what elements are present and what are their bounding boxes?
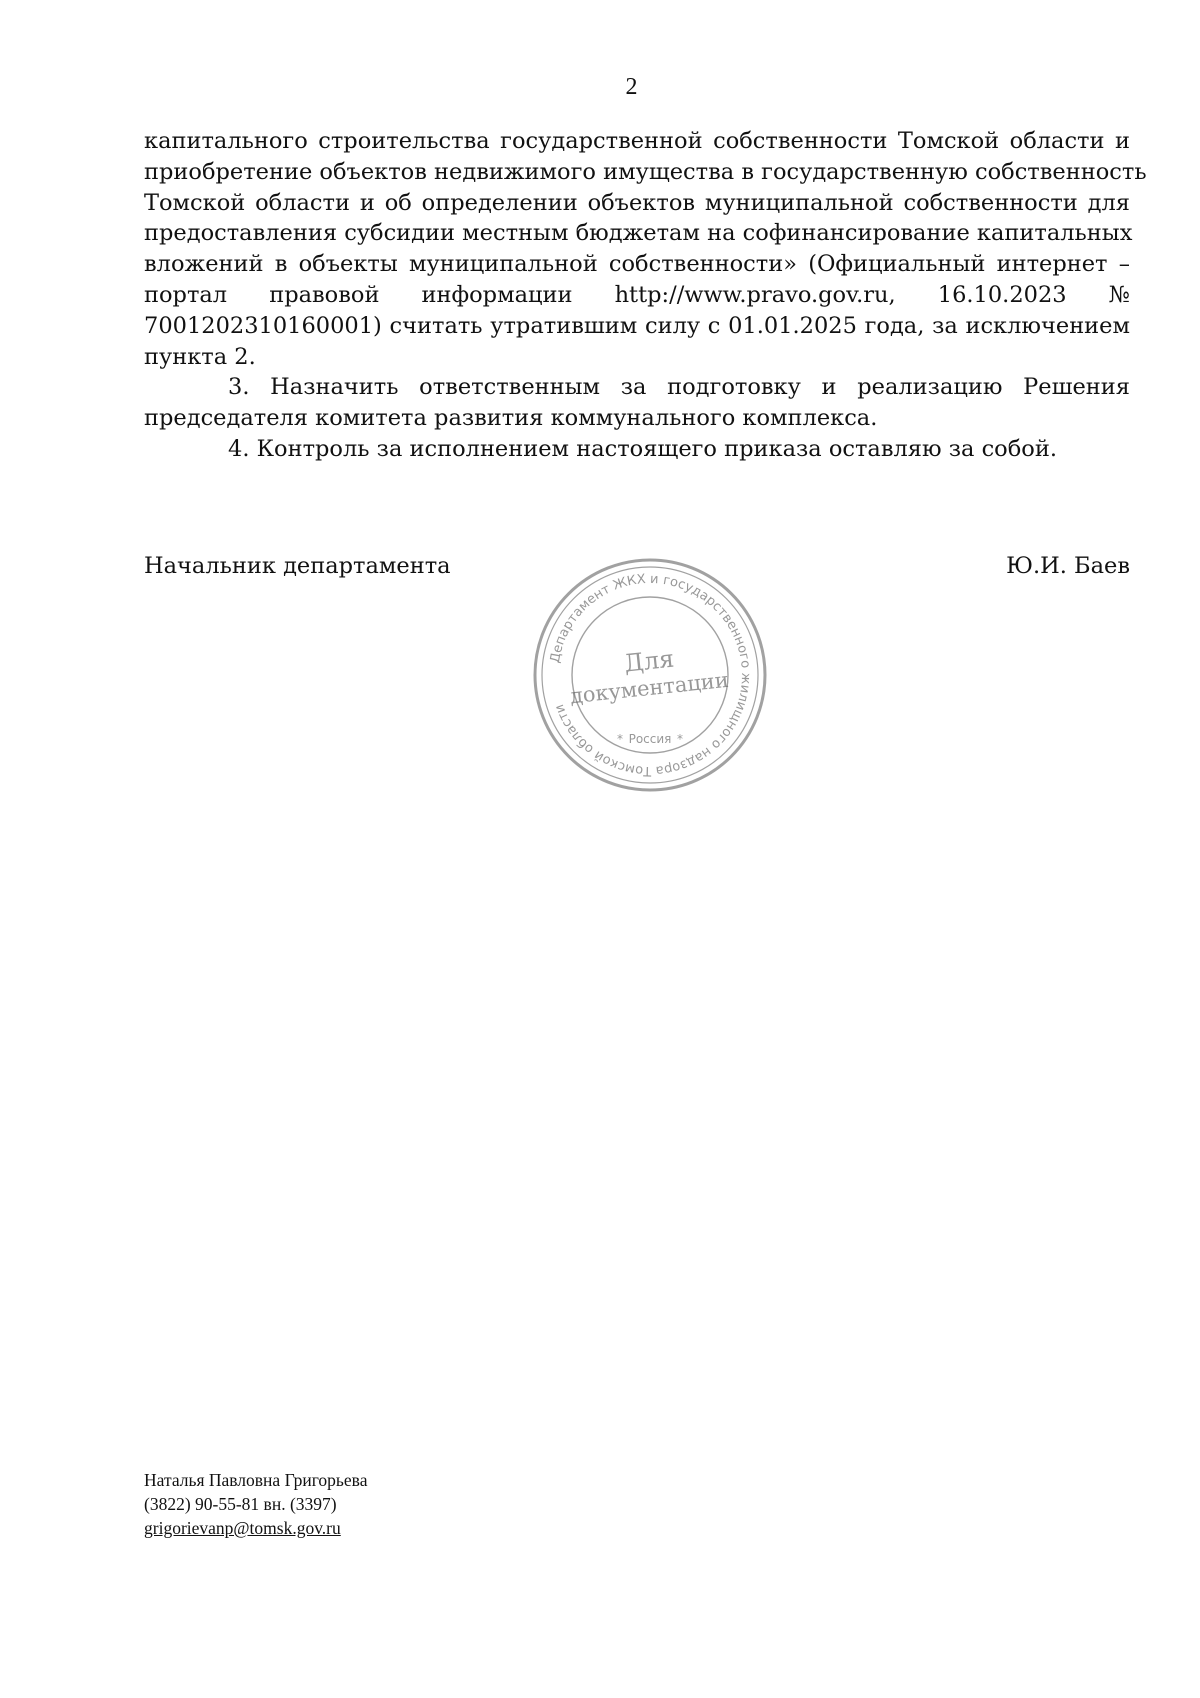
stamp-ring-text: Департамент ЖКХ и государственного жилищного надзора Томской области <box>547 571 754 779</box>
item-4-line: 4. Контроль за исполнением настоящего приказа оставляю за собой. <box>228 435 1057 462</box>
text-line: приобретение объектов недвижимого имущества в государственную собственность <box>144 158 1147 185</box>
text-line: Томской области и об определении объектов муниципальной собственности для <box>144 189 1130 216</box>
text-line: предоставления субсидии местным бюджетам на софинансирование капитальных <box>144 220 1133 247</box>
contact-block <box>144 1468 367 1540</box>
page-number: 2 <box>625 74 638 100</box>
text-line: вложений в объекты муниципальной собственности» (Официальный интернет – <box>144 251 1130 278</box>
stamp-bottom-text: Россия <box>628 732 672 746</box>
official-stamp <box>528 557 772 793</box>
signatory-position: Начальник департамента <box>144 553 451 579</box>
text-line: капитального строительства государственной собственности Томской области и <box>144 128 1130 154</box>
contact-name: Наталья Павловна Григорьева <box>144 1470 368 1490</box>
star-icon: * <box>617 732 623 746</box>
document-body <box>144 126 1147 465</box>
text-line: пункта 2. <box>144 343 256 370</box>
contact-email-link[interactable]: grigorievanp@tomsk.gov.ru <box>144 1518 341 1538</box>
item-3-line: 3. Назначить ответственным за подготовку и реализацию Решения <box>228 374 1130 401</box>
contact-phone: (3822) 90-55-81 вн. (3397) <box>144 1494 337 1514</box>
star-icon: * <box>677 732 683 746</box>
stamp-center-line1: Для <box>622 644 676 678</box>
stamp-center-line2: документации <box>568 667 730 709</box>
signatory-name: Ю.И. Баев <box>1006 553 1130 579</box>
text-line: портал правовой информации http://www.pravo.gov.ru, 16.10.2023 № <box>144 281 1130 308</box>
item-3-line: председателя комитета развития коммунального комплекса. <box>144 405 878 432</box>
text-line: 7001202310160001) считать утратившим силу с 01.01.2025 года, за исключением <box>144 312 1130 339</box>
